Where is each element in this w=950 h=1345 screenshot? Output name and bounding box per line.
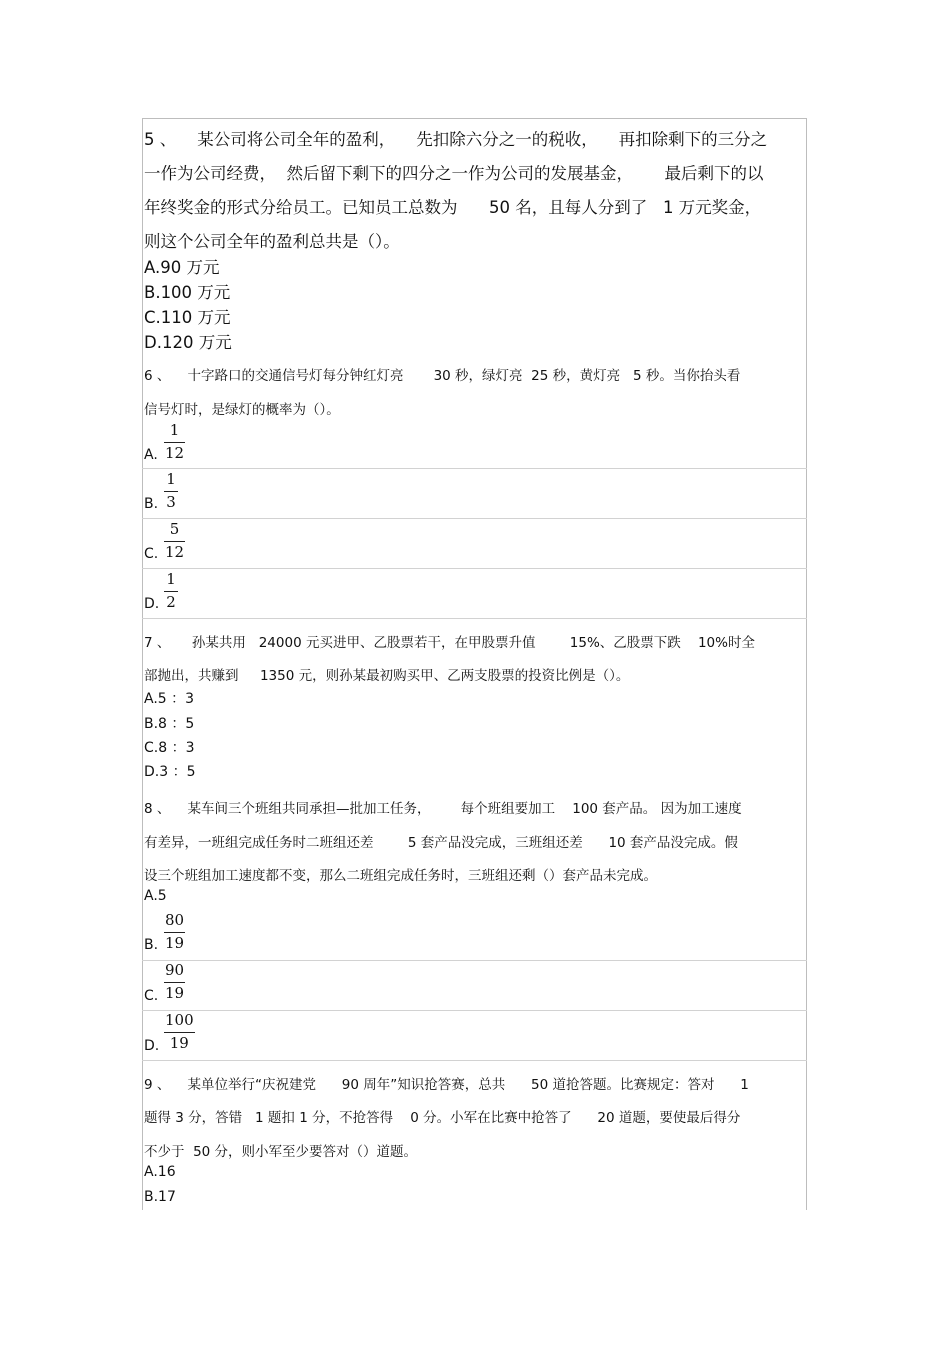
- q6-text-line: 信号灯时，是绿灯的概率为（）。: [144, 402, 340, 418]
- q7-option-b[interactable]: B.8 ：5: [144, 716, 195, 732]
- q6-option-c-fraction: [164, 520, 185, 562]
- q8-option-b-label[interactable]: B.: [144, 937, 159, 953]
- row-divider: [142, 468, 807, 469]
- q5-option-a[interactable]: A.90 万元: [144, 258, 220, 277]
- q6-option-a-label[interactable]: A.: [144, 447, 158, 463]
- q9-text-line: 9 、 某单位举行“庆祝建党 90 周年”知识抢答赛，总共 50 道抢答题。比赛规定：答对 1: [144, 1077, 749, 1093]
- q7-option-d[interactable]: D.3 ：5: [144, 764, 196, 780]
- q8-option-d-fraction: [164, 1011, 195, 1053]
- fraction-denominator: 12: [165, 444, 185, 462]
- q6-option-d-fraction: [164, 570, 178, 612]
- frame-left-border: [142, 118, 143, 1210]
- q9-option-a[interactable]: A.16: [144, 1164, 176, 1180]
- fraction-bar: [164, 932, 185, 933]
- q5-text-line: 则这个公司全年的盈利总共是（）。: [144, 232, 400, 251]
- q9-option-b[interactable]: B.17: [144, 1189, 176, 1205]
- fraction-bar: [164, 491, 178, 492]
- fraction-denominator: 19: [165, 934, 185, 952]
- q6-option-b-fraction: [164, 470, 178, 512]
- fraction-bar: [164, 541, 185, 542]
- fraction-denominator: 19: [165, 984, 185, 1002]
- q6-option-b-label[interactable]: B.: [144, 496, 159, 512]
- q5-option-b[interactable]: B.100 万元: [144, 283, 231, 302]
- fraction-numerator: 100: [165, 1011, 194, 1029]
- q5-text-line: 年终奖金的形式分给员工。已知员工总数为 50 名，且每人分到了 1 万元奖金，: [144, 198, 762, 217]
- fraction-denominator: 19: [169, 1034, 189, 1052]
- q5-option-c[interactable]: C.110 万元: [144, 308, 231, 327]
- q8-option-c-label[interactable]: C.: [144, 988, 159, 1004]
- frame-top-border: [142, 118, 807, 119]
- q5-option-d[interactable]: D.120 万元: [144, 333, 232, 352]
- fraction-numerator: 1: [166, 570, 176, 588]
- q6-option-c-label[interactable]: C.: [144, 546, 159, 562]
- q8-option-c-fraction: [164, 961, 185, 1003]
- fraction-bar: [164, 442, 185, 443]
- q8-option-a[interactable]: A.5: [144, 888, 167, 904]
- fraction-numerator: 1: [169, 421, 180, 439]
- fraction-numerator: 90: [165, 961, 185, 979]
- fraction-bar: [164, 982, 185, 983]
- q6-option-a-fraction: [164, 421, 185, 463]
- q7-option-a[interactable]: A.5 ：3: [144, 691, 195, 707]
- row-divider: [142, 518, 807, 519]
- fraction-bar: [164, 1032, 195, 1033]
- row-divider: [142, 618, 807, 619]
- q7-text-line: 部抛出，共赚到 1350 元，则孙某最初购买甲、乙两支股票的投资比例是（）。: [144, 668, 630, 684]
- row-divider: [142, 1010, 807, 1011]
- fraction-denominator: 12: [165, 543, 185, 561]
- q8-option-b-fraction: [164, 911, 185, 953]
- q9-text-line: 题得 3 分，答错 1 题扣 1 分，不抢答得 0 分。小军在比赛中抢答了 20 道题，要使最后得分: [144, 1110, 741, 1126]
- q5-text-line: 5 、 某公司将公司全年的盈利， 先扣除六分之一的税收， 再扣除剩下的三分之: [144, 130, 768, 149]
- fraction-numerator: 1: [166, 470, 176, 488]
- row-divider: [142, 568, 807, 569]
- fraction-denominator: 2: [166, 593, 176, 611]
- fraction-numerator: 80: [165, 911, 185, 929]
- q7-text-line: 7 、 孙某共用 24000 元买进甲、乙股票若干，在甲股票升值 15%、乙股票下跌 10%时全: [144, 635, 755, 651]
- q5-text-line: 一作为公司经费， 然后留下剩下的四分之一作为公司的发展基金， 最后剩下的以: [144, 164, 764, 183]
- row-divider: [142, 960, 807, 961]
- q8-text-line: 设三个班组加工速度都不变，那么二班组完成任务时，三班组还剩（）套产品未完成。: [144, 868, 657, 884]
- q7-option-c[interactable]: C.8 ：3: [144, 740, 195, 756]
- fraction-numerator: 5: [169, 520, 180, 538]
- q8-option-d-label[interactable]: D.: [144, 1038, 160, 1054]
- q8-text-line: 8 、 某车间三个班组共同承担—批加工任务， 每个班组要加工 100 套产品。 因为加工速度: [144, 801, 742, 817]
- frame-right-border: [806, 118, 807, 1210]
- q8-text-line: 有差异，一班组完成任务时二班组还差 5 套产品没完成，三班组还差 10 套产品没完成。假: [144, 835, 738, 851]
- q6-option-d-label[interactable]: D.: [144, 596, 160, 612]
- q9-text-line: 不少于 50 分，则小军至少要答对（）道题。: [144, 1144, 418, 1160]
- fraction-denominator: 3: [166, 493, 176, 511]
- row-divider: [142, 1060, 807, 1061]
- q6-text-line: 6 、 十字路口的交通信号灯每分钟红灯亮 30 秒，绿灯亮 25 秒，黄灯亮 5 秒。当你抬头看: [144, 368, 741, 384]
- fraction-bar: [164, 591, 178, 592]
